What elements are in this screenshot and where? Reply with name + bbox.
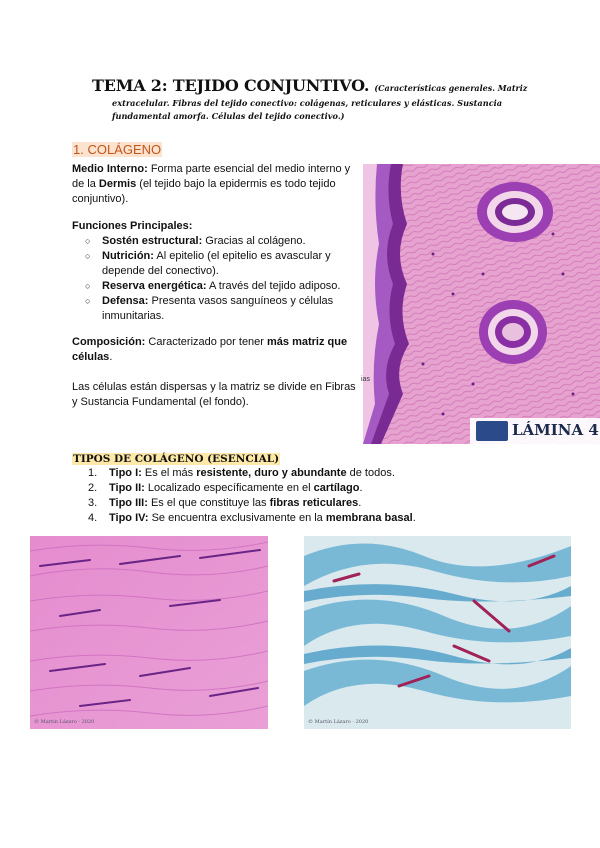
tipo-text: Localizado específicamente en el — [144, 482, 314, 494]
funcion-text: Presenta vasos sanguíneos y células inmunitarias. — [102, 295, 334, 322]
tipo-number: 4. — [88, 512, 98, 524]
tipo-number: 3. — [88, 497, 98, 509]
tipo-item — [88, 511, 416, 526]
funcion-item — [85, 234, 358, 249]
composicion-end: . — [109, 351, 113, 363]
tipo-end: . — [412, 512, 416, 524]
funcion-label: Defensa: — [102, 295, 149, 307]
lamina-logo-icon — [476, 421, 508, 441]
tipo-text: Es el que constituye las — [147, 497, 270, 509]
funcion-label: Reserva energética: — [102, 280, 207, 292]
funcion-text: Al epitelio (el epitelio es avascular y depende del conectivo). — [102, 250, 331, 277]
funcion-text: Gracias al colágeno. — [202, 235, 306, 247]
tipo-label: Tipo III: — [109, 497, 148, 509]
funciones-list — [72, 234, 358, 324]
tipo-label: Tipo IV: — [109, 512, 149, 524]
title-main: TEMA 2: TEJIDO CONJUNTIVO. — [92, 76, 370, 95]
tipo-bold: membrana basal — [325, 512, 413, 524]
funciones-block — [72, 219, 358, 324]
collagen-he-image — [30, 536, 268, 729]
composicion-text: Caracterizado por tener — [145, 336, 268, 348]
tipo-item — [88, 481, 416, 496]
tipo-end: . — [358, 497, 362, 509]
composicion-bold: más matriz que células — [72, 336, 348, 363]
tipo-label: Tipo II: — [109, 482, 145, 494]
tipo-bold: cartílago — [313, 482, 360, 494]
composicion-label: Composición: — [72, 336, 146, 348]
tipo-text: Se encuentra exclusivamente en la — [148, 512, 326, 524]
celulas-paragraph: Las células están dispersas y la matriz se divide en Fibras y Sustancia Fundamental (el fondo). — [72, 381, 356, 408]
title-inline-sub: (Características generales. Matriz — [374, 83, 528, 93]
medio-interno-label: Medio Interno: — [72, 163, 148, 175]
tipo-text: Es el más — [141, 467, 197, 479]
funcion-label: Sostén estructural: — [102, 235, 203, 247]
tipo-item — [88, 466, 416, 481]
skin-histology-image — [363, 164, 600, 444]
tipo-label: Tipo I: — [109, 467, 142, 479]
lamina-label: LÁMINA 4 — [512, 421, 599, 439]
tipo-item — [88, 496, 416, 511]
funcion-item — [85, 249, 358, 279]
dermis-term: Dermis — [98, 178, 137, 190]
right-image-watermark: © Martín Lázaro · 2020 — [308, 719, 369, 725]
funcion-item — [85, 279, 358, 294]
document-title — [92, 76, 552, 121]
tipo-number: 2. — [88, 482, 98, 494]
medio-text-2: (el tejido bajo la epidermis es todo tejido conjuntivo). — [72, 178, 336, 205]
image-side-label: ias — [361, 376, 370, 383]
medio-text-1: Forma parte esencial del medio interno y de la — [72, 163, 351, 190]
title-subtitle: extracelular. Fibras del tejido conectivo: colágenas, reticulares y elásticas. Sustancia fundamental amorfa. Células del tejido conectivo.) — [112, 98, 503, 121]
collagen-masson-image — [304, 536, 571, 729]
tipos-list — [88, 466, 416, 526]
funciones-heading: Funciones Principales: — [72, 220, 193, 232]
composicion-paragraph — [72, 335, 358, 365]
tipo-end: . — [359, 482, 363, 494]
funcion-text: A través del tejido adiposo. — [206, 280, 341, 292]
medio-interno-paragraph — [72, 162, 358, 207]
tipo-end: de todos. — [346, 467, 395, 479]
section-heading-colageno: 1. COLÁGENO — [73, 142, 162, 157]
left-image-watermark: © Martín Lázaro · 2020 — [34, 719, 95, 725]
tipo-bold: resistente, duro y abundante — [196, 467, 347, 479]
lamina-badge — [470, 418, 600, 444]
funcion-item — [85, 294, 358, 324]
funcion-label: Nutrición: — [102, 250, 154, 262]
tipos-heading: TIPOS DE COLÁGENO (ESENCIAL) — [73, 453, 280, 465]
tipo-bold: fibras reticulares — [269, 497, 359, 509]
tipo-number: 1. — [88, 467, 98, 479]
